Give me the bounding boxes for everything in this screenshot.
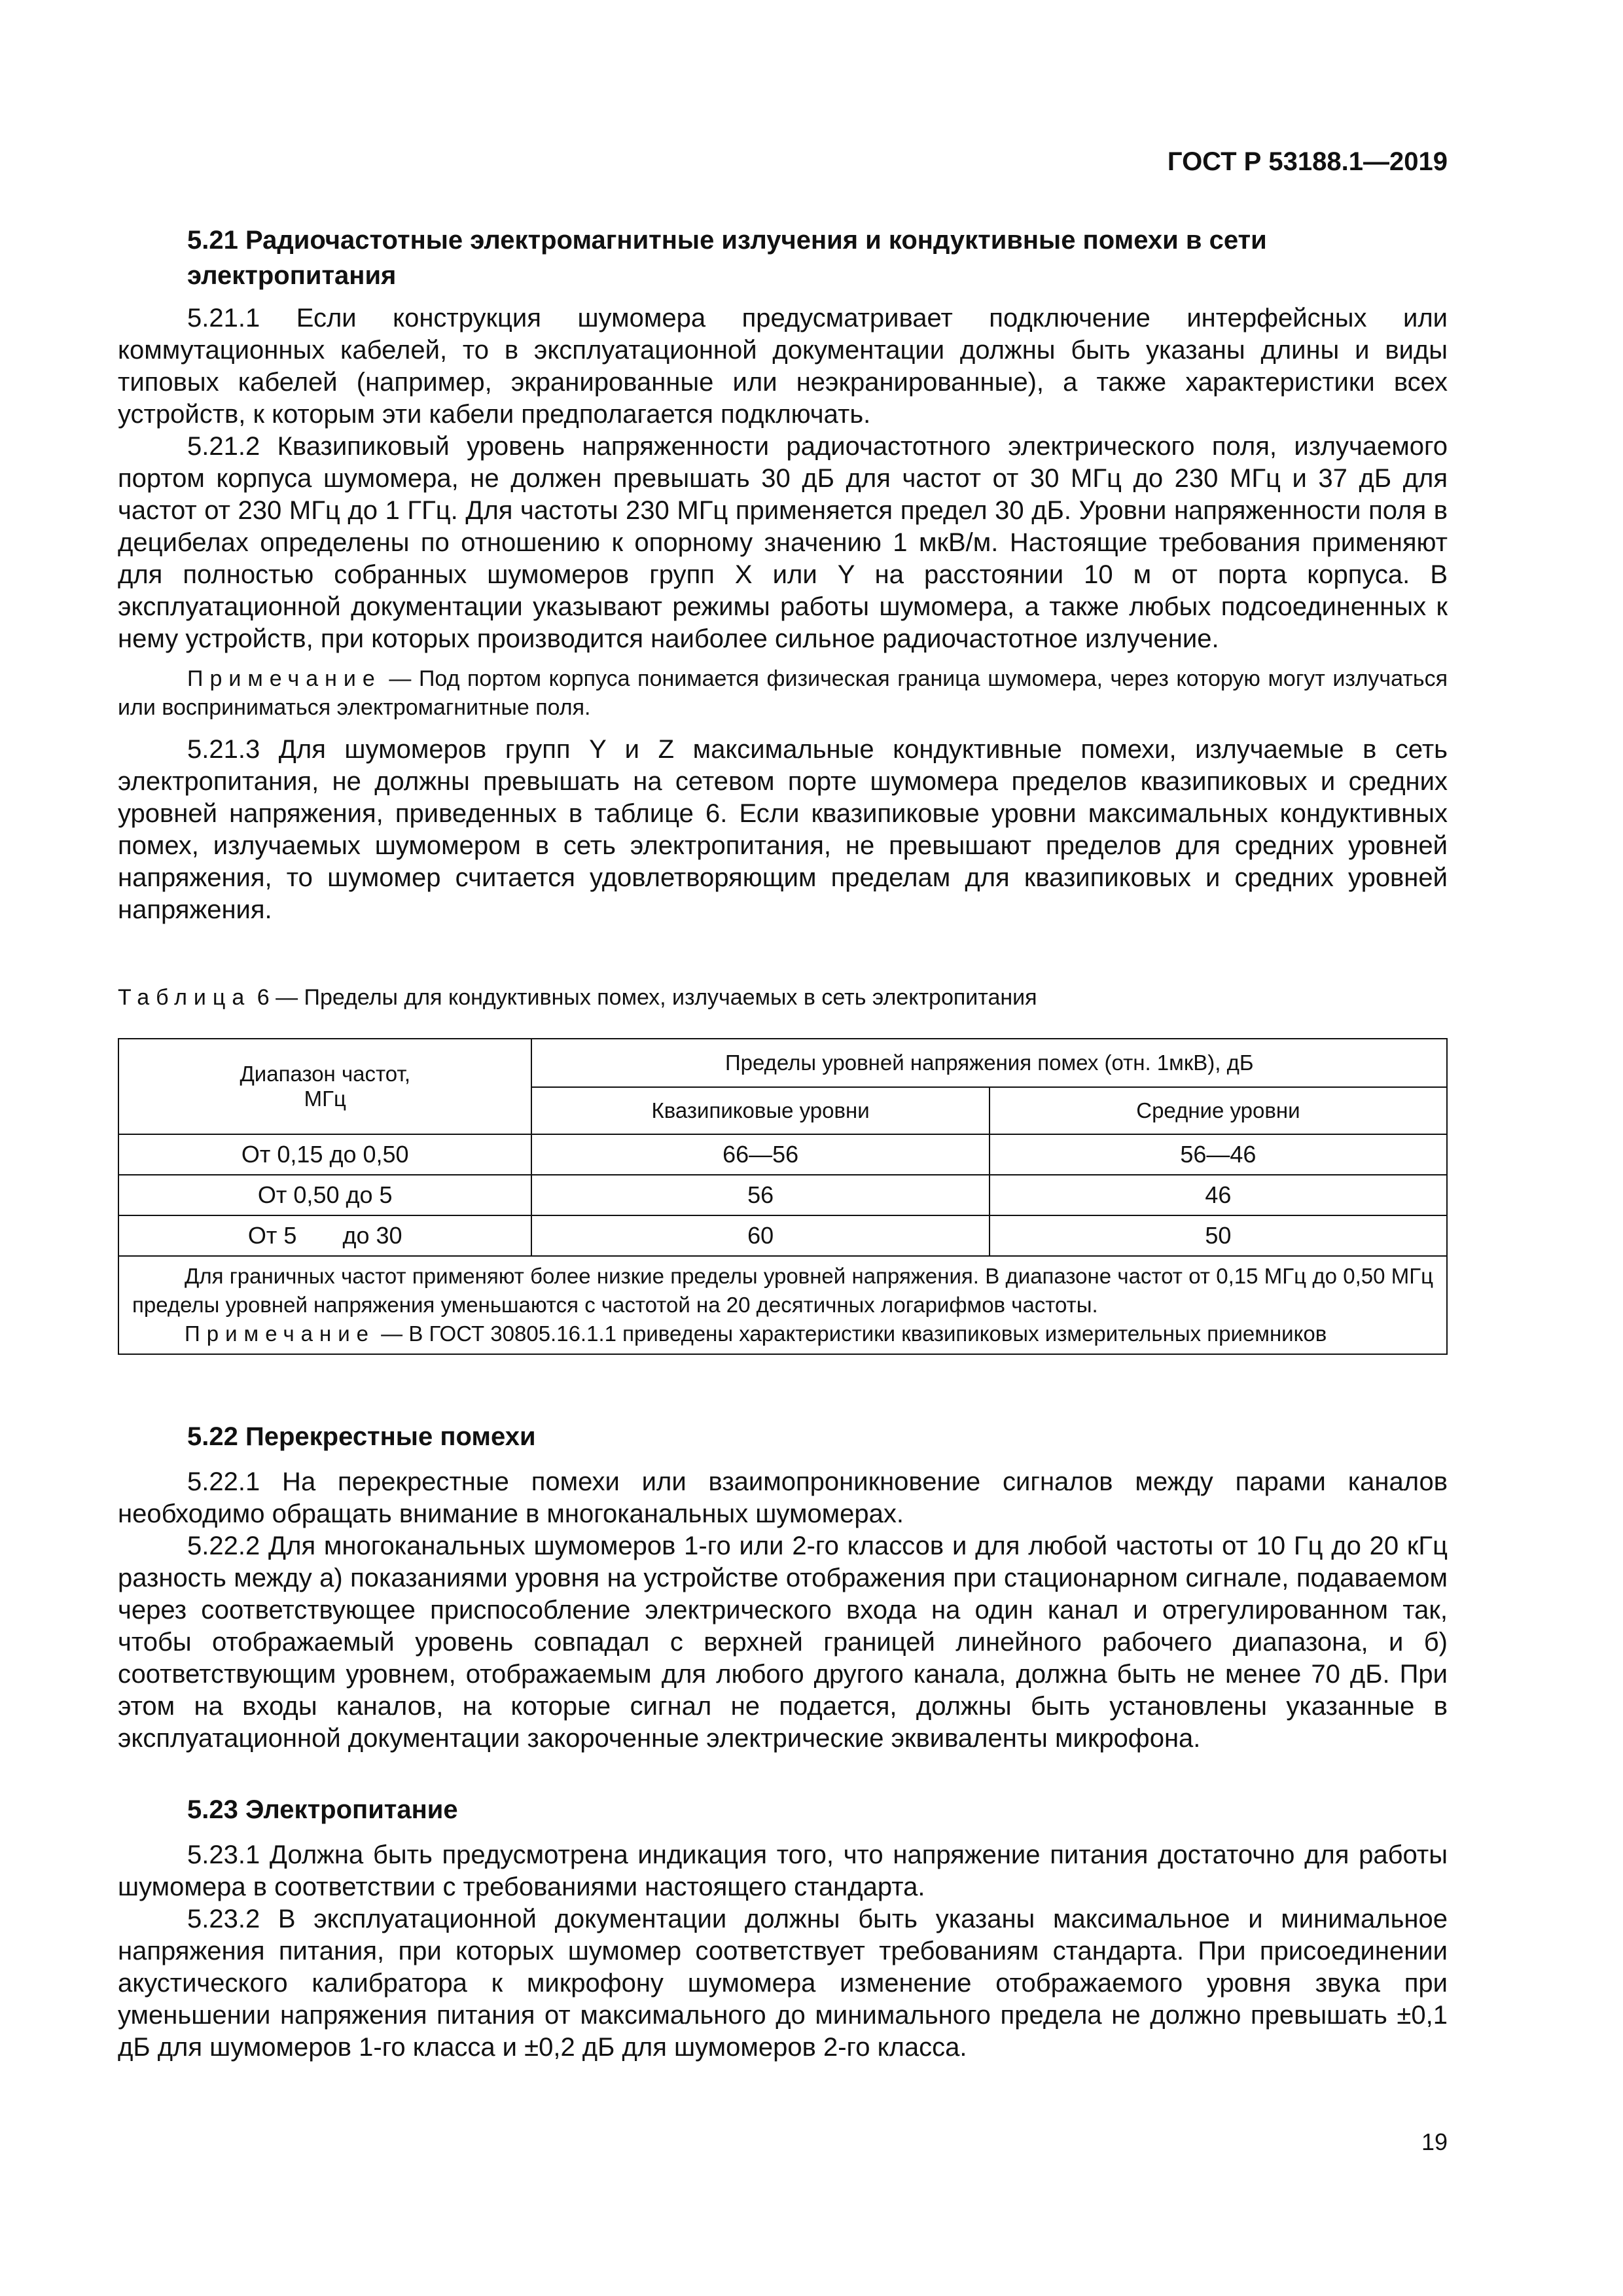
table-note bbox=[132, 1319, 1433, 1348]
cell-average: 46 bbox=[990, 1175, 1447, 1215]
cell-range: От 0,15 до 0,50 bbox=[118, 1134, 531, 1175]
table-footnote bbox=[118, 1256, 1447, 1354]
paragraph-5-22-2: 5.22.2 Для многоканальных шумомеров 1-го или 2-го классов и для любой частоты от 10 Гц до 20 кГц разность между а) показаниями уровня на устройстве отображения при стационарном сигнале, подаваемом через соответствующее приспособление электрического входа на один канал и отрегулированном так, чтобы отображаемый уровень совпадал с верхней границей линейного рабочего диапазона, и б) соответствующим уровнем, отображаемым для любого другого канала, должна быть не менее 70 дБ. При этом на входы каналов, на которые сигнал не подается, должны быть установлены указанные в эксплуатационной документации закороченные электрические эквиваленты микрофона. bbox=[118, 1532, 1448, 1753]
table-header-average: Средние уровни bbox=[990, 1087, 1447, 1134]
section-5-23-title: 5.23 Электропитание bbox=[187, 1795, 458, 1824]
cell-quasi: 56 bbox=[531, 1175, 989, 1215]
cell-range: От 0,50 до 5 bbox=[118, 1175, 531, 1215]
table-note-text: — В ГОСТ 30805.16.1.1 приведены характеристики квазипиковых измерительных приемников bbox=[375, 1321, 1327, 1346]
table-footnote-row bbox=[118, 1256, 1447, 1354]
cell-average: 56—46 bbox=[990, 1134, 1447, 1175]
cell-average: 50 bbox=[990, 1215, 1447, 1256]
note-text: — Под портом корпуса понимается физическая граница шумомера, через которую могут излучаться или восприниматься электромагнитные поля. bbox=[118, 666, 1448, 720]
section-5-21-title-line1: 5.21 Радиочастотные электромагнитные излучения и кондуктивные помехи в сети bbox=[187, 226, 1267, 255]
document-code-header: ГОСТ Р 53188.1—2019 bbox=[1167, 147, 1448, 176]
table-caption-label: Таблица bbox=[118, 985, 251, 1010]
cell-quasi: 66—56 bbox=[531, 1134, 989, 1175]
table-note-label: Примечание bbox=[185, 1321, 376, 1346]
table-caption-text: 6 — Пределы для кондуктивных помех, излучаемых в сеть электропитания bbox=[251, 985, 1037, 1010]
paragraph-5-21-2: 5.21.2 Квазипиковый уровень напряженности радиочастотного электрического поля, излучаемого портом корпуса шумомера, не должен превышать 30 дБ для частот от 30 МГц до 230 МГц и 37 дБ для частот от 230 МГц до 1 ГГц. Для частоты 230 МГц применяется предел 30 дБ. Уровни напряженности поля в децибелах определены по отношению к опорному значению 1 мкВ/м. Настоящие требования применяют для полностью собранных шумомеров групп X или Y на расстоянии 10 м от порта корпуса. В эксплуатационной документации указывают режимы работы шумомера, а также любых подсоединенных к нему устройств, при которых производится наиболее сильное радиочастотное излучение. bbox=[118, 432, 1448, 653]
table-header-limits: Пределы уровней напряжения помех (отн. 1мкВ), дБ bbox=[531, 1039, 1447, 1087]
note-5-21-2 bbox=[118, 664, 1448, 722]
section-5-23 bbox=[118, 1792, 1448, 2064]
paragraph-5-23-2: 5.23.2 В эксплуатационной документации должны быть указаны максимальное и минимальное напряжения питания, при которых шумомер соответствует требованиям стандарта. При присоединении акустического калибратора к микрофону шумомера изменение отображаемого уровня звука при уменьшении напряжения питания от максимального до минимального предела не должно превышать ±0,1 дБ для шумомеров 1-го класса и ±0,2 дБ для шумомеров 2-го класса. bbox=[118, 1905, 1448, 2062]
section-5-21-title-line2: электропитания bbox=[187, 261, 397, 290]
table-6 bbox=[118, 1038, 1448, 1355]
table-6-caption bbox=[118, 983, 1037, 1012]
table-header-quasi-peak: Квазипиковые уровни bbox=[531, 1087, 989, 1134]
page-number: 19 bbox=[1421, 2128, 1448, 2155]
paragraph-5-21-1: 5.21.1 Если конструкция шумомера предусматривает подключение интерфейсных или коммутационных кабелей, то в эксплуатационной документации должны быть указаны длины и виды типовых кабелей (например, экранированные или неэкранированные), а также характеристики всех устройств, к которым эти кабели предполагается подключать. bbox=[118, 304, 1448, 429]
section-5-22-title: 5.22 Перекрестные помехи bbox=[187, 1422, 536, 1451]
table-row bbox=[118, 1134, 1447, 1175]
paragraph-5-23-1: 5.23.1 Должна быть предусмотрена индикация того, что напряжение питания достаточно для работы шумомера в соответствии с требованиями настоящего стандарта. bbox=[118, 1840, 1448, 1901]
table-header-frequency-line1: Диапазон частот, bbox=[240, 1062, 410, 1086]
note-label: Примечание bbox=[187, 666, 382, 691]
section-5-22 bbox=[118, 1419, 1448, 1755]
section-5-21 bbox=[118, 223, 1448, 926]
table-header-frequency-line2: МГц bbox=[304, 1086, 346, 1111]
table-header-frequency bbox=[118, 1039, 531, 1134]
cell-quasi: 60 bbox=[531, 1215, 989, 1256]
table-row bbox=[118, 1175, 1447, 1215]
table-row bbox=[118, 1215, 1447, 1256]
paragraph-5-21-3: 5.21.3 Для шумомеров групп Y и Z максимальные кондуктивные помехи, излучаемые в сеть электропитания, не должны превышать на сетевом порте шумомера пределов квазипиковых и средних уровней напряжения, приведенных в таблице 6. Если квазипиковые уровни максимальных кондуктивных помех, излучаемых шумомером в сеть электропитания, не превышают пределов для средних уровней напряжения, то шумомер считается удовлетворяющим пределам для квазипиковых и средних уровней напряжения. bbox=[118, 735, 1448, 924]
paragraph-5-22-1: 5.22.1 На перекрестные помехи или взаимопроникновение сигналов между парами каналов необходимо обращать внимание в многоканальных шумомерах. bbox=[118, 1467, 1448, 1528]
cell-range: От 5 до 30 bbox=[118, 1215, 531, 1256]
table-footnote-text: Для граничных частот применяют более низкие пределы уровней напряжения. В диапазоне частот от 0,15 МГц до 0,50 МГц пределы уровней напряжения уменьшаются с частотой на 20 десятичных логарифмов частоты. bbox=[132, 1264, 1433, 1317]
